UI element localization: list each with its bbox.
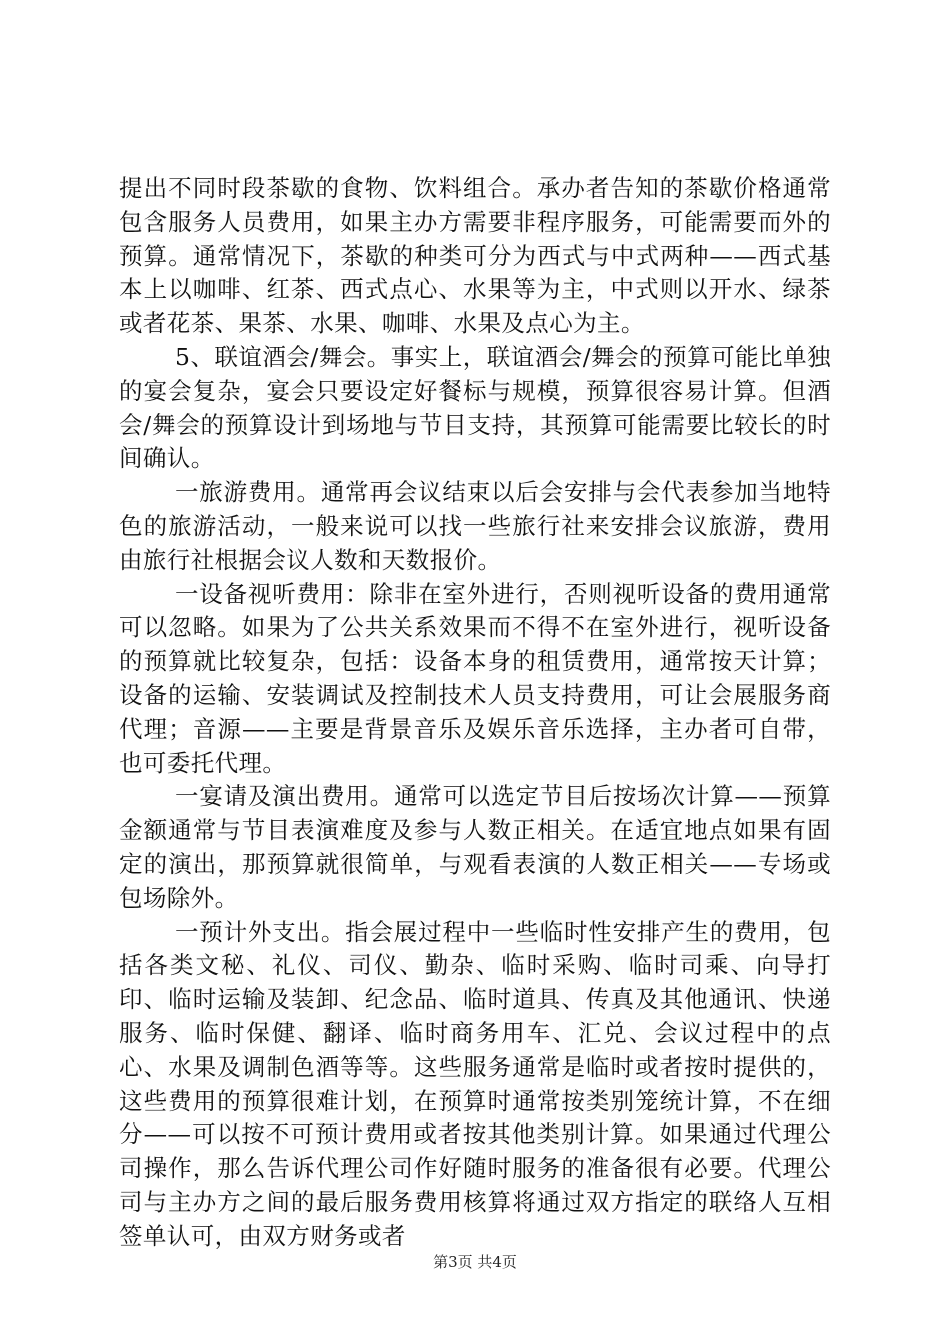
document-body (119, 172, 831, 1254)
paragraph-4: 一设备视听费用：除非在室外进行，否则视听设备的费用通常可以忽略。如果为了公共关系效果而不得不在室外进行，视听设备的预算就比较复杂，包括：设备本身的租赁费用，通常按天计算；设备的运输、安装调试及控制技术人员支持费用，可让会展服务商代理；音源——主要是背景音乐及娱乐音乐选择，主办者可自带，也可委托代理。 (119, 579, 831, 777)
paragraph-1: 提出不同时段茶歇的食物、饮料组合。承办者告知的茶歇价格通常包含服务人员费用，如果主办方需要非程序服务，可能需要而外的预算。通常情况下，茶歇的种类可分为西式与中式两种——西式基本上以咖啡、红茶、西式点心、水果等为主，中式则以开水、绿茶或者花茶、果茶、水果、咖啡、水果及点心为主。 (119, 174, 831, 338)
paragraph-6: 一预计外支出。指会展过程中一些临时性安排产生的费用，包括各类文秘、礼仪、司仪、勤杂、临时采购、临时司乘、向导打印、临时运输及装卸、纪念品、临时道具、传真及其他通讯、快递服务、临时保健、翻译、临时商务用车、汇兑、会议过程中的点心、水果及调制色酒等等。这些服务通常是临时或者按时提供的，这些费用的预算很难计划，在预算时通常按类别笼统计算，不在细分——可以按不可预计费用或者按其他类别计算。如果通过代理公司操作，那么告诉代理公司作好随时服务的准备很有必要。代理公司与主办方之间的最后服务费用核算将通过双方指定的联络人互相签单认可，由双方财务或者 (119, 917, 831, 1250)
paragraph-5: 一宴请及演出费用。通常可以选定节目后按场次计算——预算金额通常与节目表演难度及参与人数正相关。在适宜地点如果有固定的演出，那预算就很简单，与观看表演的人数正相关——专场或包场除外。 (119, 782, 831, 912)
paragraph-3: 一旅游费用。通常再会议结束以后会安排与会代表参加当地特色的旅游活动，一般来说可以找一些旅行社来安排会议旅游，费用由旅行社根据会议人数和天数报价。 (119, 478, 831, 574)
page-number-footer: 第3页 共4页 (433, 1253, 517, 1271)
paragraph-2: 5、联谊酒会/舞会。事实上，联谊酒会/舞会的预算可能比单独的宴会复杂，宴会只要设定好餐标与规模，预算很容易计算。但酒会/舞会的预算设计到场地与节目支持，其预算可能需要比较长的时间确认。 (119, 342, 831, 473)
